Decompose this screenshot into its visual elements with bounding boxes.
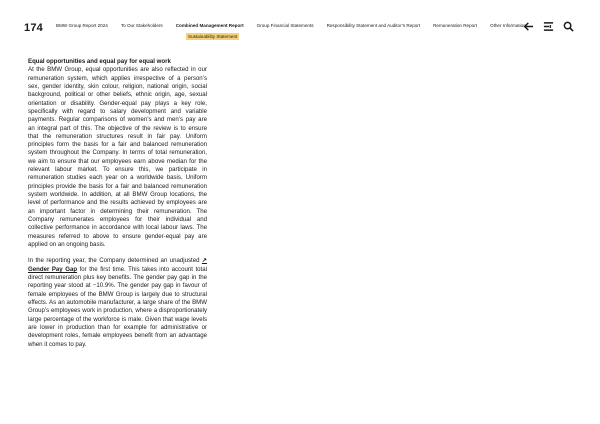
nav-other-information[interactable]: Other Information — [490, 23, 526, 28]
paragraph-gender-pay-gap-intro: In the reporting year, the Company determined an unadjusted — [28, 257, 200, 265]
section-heading: Equal opportunities and equal pay for equal work — [28, 58, 171, 65]
gender-pay-gap-link-text: Gender Pay Gap — [28, 265, 78, 273]
paragraph-gender-pay-gap — [28, 257, 207, 348]
nav-bmw-group-report[interactable]: BMW Group Report 2024 — [56, 23, 108, 28]
contents-icon[interactable] — [543, 21, 554, 32]
paragraph-equal-pay: At the BMW Group, equal opportunities are also reflected in our remuneration system, which applies irrespective of a person’s sex, gender identity, skin colour, religion, national origin, social background, political or other beliefs, ethnic origin, age, sexual orientation or disability. Gender-equal pay plays a key role, specifically with regard to salary development and variable payments. Regular comparisons of women’s and men’s pay are an integral part of this. The objective of the review is to ensure that the remuneration structures result in fair pay. Uniform principles form the basis for a fair and balanced remuneration system throughout the Company. In terms of total remuneration, we aim to ensure that our employees earn above median for the relevant labour market. To ensure this, we participate in remuneration studies each year on a worldwide basis. Uniform principles provide the basis for a fair and balanced remuneration system worldwide. In addition, at all BMW Group locations, the level of performance and the results achieved by employees are an important factor in determining their remuneration. The Company remunerates employees for their individual and collective performance in accordance with local labour laws. The measures referred to above to ensure gender-equal pay are applied on an ongoing basis. — [28, 66, 207, 248]
search-icon[interactable] — [563, 21, 574, 32]
paragraph-gender-pay-gap-rest: for the first time. This takes into account total direct remuneration plus key benefits. The gender pay gap in the reporting year stood at −10.9%. The gender pay gap in favour of female employees of the BMW Group is largely due to structural effects. As an automobile manufacturer, a large share of the BMW Group’s employees work in production, where a disproportionately large percentage of the workforce is male. Given that wage levels are lower in production than for example for administrative or development roles, female employees benefit from an advantage when it comes to pay. — [28, 265, 207, 348]
nav-remuneration-report[interactable]: Remuneration Report — [433, 23, 478, 28]
header-icons — [523, 21, 574, 32]
top-navigation — [56, 23, 526, 28]
nav-combined-management-report[interactable]: Combined Management Report — [175, 23, 244, 28]
page-number: 174 — [24, 22, 43, 34]
main-content — [28, 58, 207, 349]
nav-to-our-stakeholders[interactable]: To Our Stakeholders — [120, 23, 163, 28]
nav-group-financial-statements[interactable]: Group Financial Statements — [256, 23, 314, 28]
back-arrow-icon[interactable] — [523, 21, 534, 32]
nav-responsibility-statement[interactable]: Responsibility Statement and Auditor’s Report — [326, 23, 421, 28]
sub-nav-sustainability-statement[interactable]: Sustainability Statement — [188, 34, 238, 39]
external-link-arrow-icon: ↗ — [201, 257, 207, 265]
